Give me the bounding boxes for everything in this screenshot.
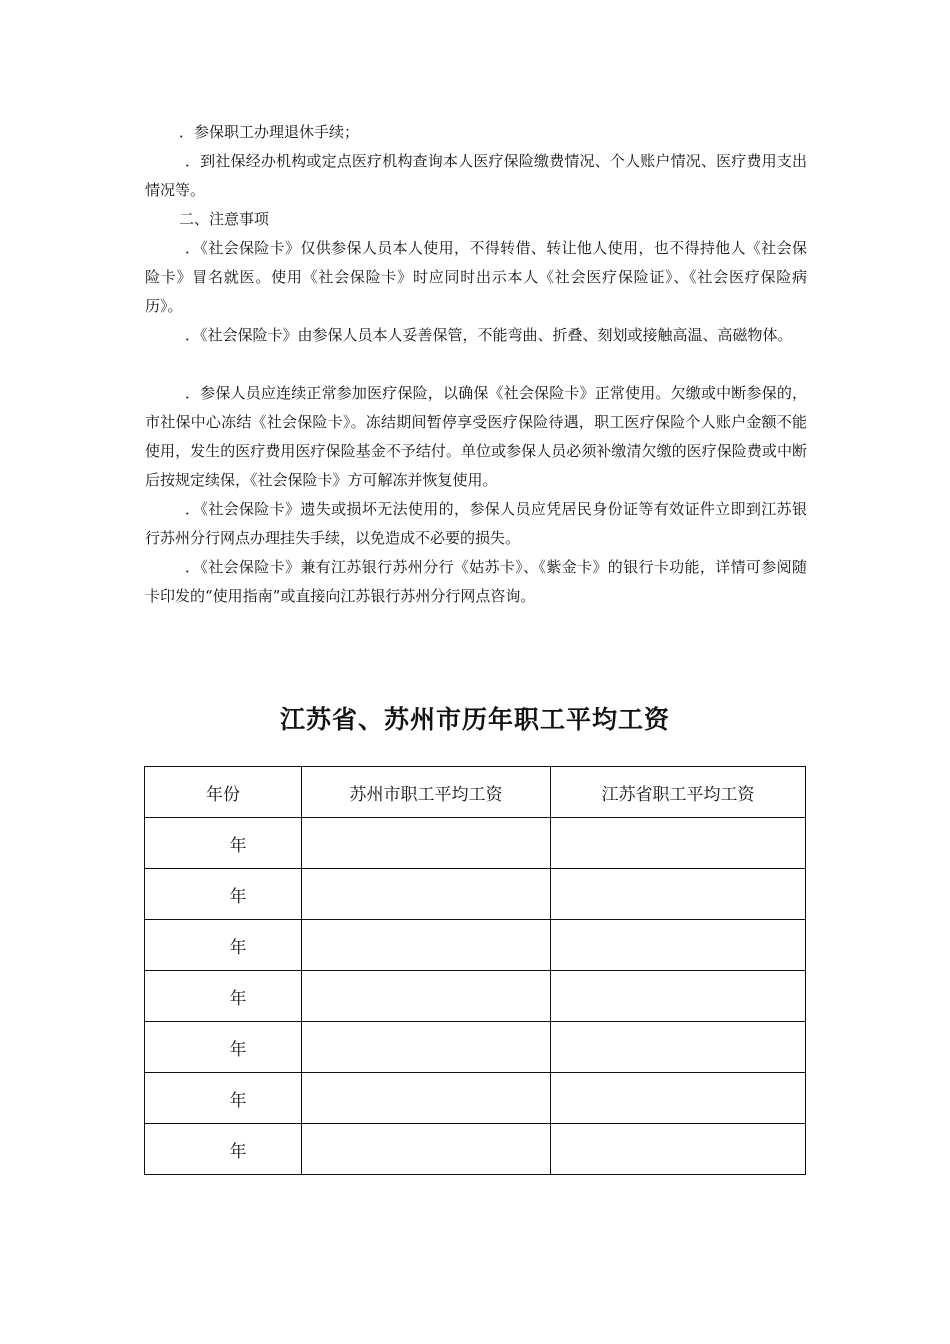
- year-cell: 年: [145, 1073, 302, 1124]
- paragraph-retirement: ．参保职工办理退休手续；: [179, 123, 360, 141]
- header-suzhou-wage: 苏州市职工平均工资: [302, 767, 551, 818]
- paragraph-note-loss: ．《社会保险卡》遗失或损坏无法使用的，参保人员应凭居民身份证等有效证件立即到江苏银行苏州分行网点办理挂失手续，以免造成不必要的损失。: [145, 500, 807, 547]
- table-row: [145, 971, 806, 1022]
- suzhou-wage-cell: [302, 1124, 551, 1175]
- section-heading-notes: 二、注意事项: [179, 210, 270, 228]
- header-jiangsu-wage: 江苏省职工平均工资: [551, 767, 806, 818]
- jiangsu-wage-cell: [551, 869, 806, 920]
- suzhou-wage-cell: [302, 1073, 551, 1124]
- suzhou-wage-cell: [302, 818, 551, 869]
- table-row: [145, 1124, 806, 1175]
- average-wage-table: [144, 766, 806, 1175]
- year-cell: 年: [145, 1124, 302, 1175]
- table-row: [145, 1073, 806, 1124]
- year-cell: 年: [145, 920, 302, 971]
- paragraph-note-usage: ．《社会保险卡》仅供参保人员本人使用，不得转借、转让他人使用，也不得持他人《社会保险卡》冒名就医。使用《社会保险卡》时应同时出示本人《社会医疗保险证》、《社会医疗保险病历》。: [145, 239, 807, 315]
- header-year: 年份: [145, 767, 302, 818]
- jiangsu-wage-cell: [551, 920, 806, 971]
- paragraph-note-continuity: ．参保人员应连续正常参加医疗保险，以确保《社会保险卡》正常使用。欠缴或中断参保的，市社保中心冻结《社会保险卡》。冻结期间暂停享受医疗保险待遇，职工医疗保险个人账户金额不能使用，发生的医疗费用医疗保险基金不予结付。单位或参保人员必须补缴清欠缴的医疗保险费或中断后按规定续保，《社会保险卡》方可解冻并恢复使用。: [145, 384, 807, 489]
- table-header-row: [145, 767, 806, 818]
- paragraph-note-bankcard: ．《社会保险卡》兼有江苏银行苏州分行《姑苏卡》、《紫金卡》的银行卡功能，详情可参阅随卡印发的“使用指南”或直接向江苏银行苏州分行网点咨询。: [145, 558, 807, 605]
- paragraph-note-storage: ．《社会保险卡》由参保人员本人妥善保管，不能弯曲、折叠、刻划或接触高温、高磁物体。: [185, 326, 793, 344]
- jiangsu-wage-cell: [551, 1073, 806, 1124]
- jiangsu-wage-cell: [551, 818, 806, 869]
- year-cell: 年: [145, 1022, 302, 1073]
- table-row: [145, 1022, 806, 1073]
- table-row: [145, 818, 806, 869]
- suzhou-wage-cell: [302, 920, 551, 971]
- year-cell: 年: [145, 971, 302, 1022]
- suzhou-wage-cell: [302, 869, 551, 920]
- year-cell: 年: [145, 869, 302, 920]
- table-row: [145, 920, 806, 971]
- jiangsu-wage-cell: [551, 1124, 806, 1175]
- year-cell: 年: [145, 818, 302, 869]
- jiangsu-wage-cell: [551, 971, 806, 1022]
- suzhou-wage-cell: [302, 1022, 551, 1073]
- paragraph-query: ．到社保经办机构或定点医疗机构查询本人医疗保险缴费情况、个人账户情况、医疗费用支出情况等。: [145, 152, 807, 199]
- table-title: 江苏省、苏州市历年职工平均工资: [279, 705, 670, 734]
- jiangsu-wage-cell: [551, 1022, 806, 1073]
- table-row: [145, 869, 806, 920]
- suzhou-wage-cell: [302, 971, 551, 1022]
